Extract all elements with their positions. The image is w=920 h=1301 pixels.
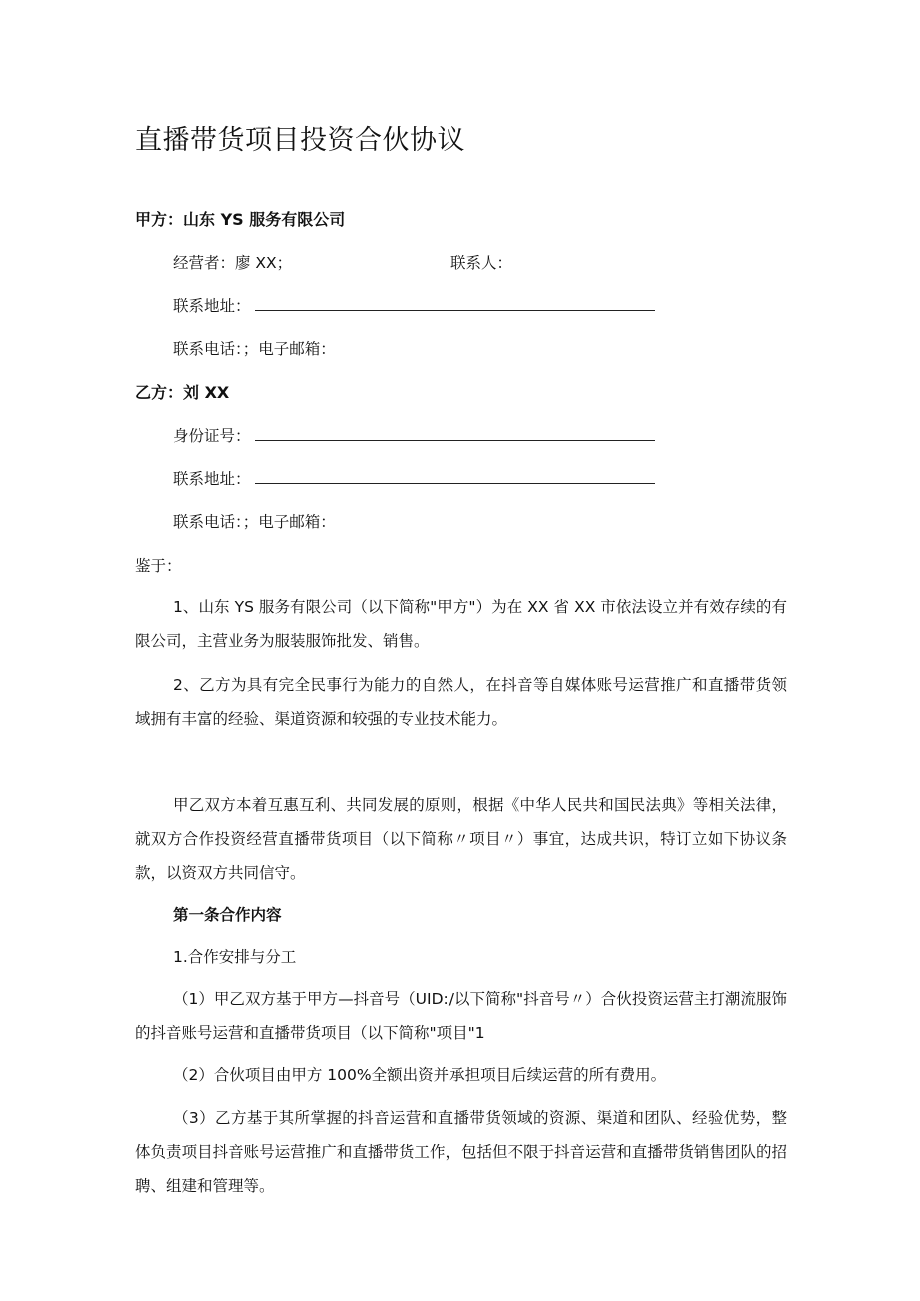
article-1-title: 第一条合作内容 (173, 906, 282, 924)
party-a-contact-person: 联系人： (450, 254, 513, 272)
clause-2: （2）合伙项目由甲方 100%全额出资并承担项目后续运营的所有费用。 (173, 1066, 667, 1084)
recital-1: 1、山东 YS 服务有限公司（以下简称"甲方"）为在 XX 省 XX 市依法设立并有效存续的有限公司，主营业务为服装服饰批发、销售。 (135, 598, 787, 650)
party-b-id-label: 身份证号： (173, 427, 251, 445)
clause-1: （1）甲乙双方基于甲方—抖音号（UID:/以下简称"抖音号〃）合伙投资运营主打潮流服饰的抖音账号运营和直播带货项目（以下简称"项目"1 (135, 990, 787, 1042)
party-a-operator: 经营者：廖 XX； (173, 254, 293, 272)
recital-2: 2、乙方为具有完全民事行为能力的自然人，在抖音等自媒体账号运营推广和直播带货领域拥有丰富的经验、渠道资源和较强的专业技术能力。 (135, 676, 787, 728)
party-b-id-blank (255, 426, 655, 441)
party-a-phone-email: 联系电话：；电子邮箱： (173, 340, 336, 358)
whereas-label: 鉴于： (135, 557, 182, 575)
clause-3: （3）乙方基于其所掌握的抖音运营和直播带货领域的资源、渠道和团队、经验优势，整体负责项目抖音账号运营推广和直播带货工作，包括但不限于抖音运营和直播带货销售团队的招聘、组建和管理等。 (135, 1109, 787, 1195)
party-a-address-label: 联系地址： (173, 297, 251, 315)
party-b-id-row (173, 424, 655, 446)
section-1-title: 1.合作安排与分工 (173, 948, 297, 966)
party-a-address-blank (255, 296, 655, 311)
party-a-label: 甲方：山东 YS 服务有限公司 (135, 210, 346, 229)
preamble-paragraph: 甲乙双方本着互惠互利、共同发展的原则，根据《中华人民共和国民法典》等相关法律，就双方合作投资经营直播带货项目（以下简称〃项目〃）事宜，达成共识，特订立如下协议条款，以资双方共同信守。 (135, 796, 787, 882)
party-b-address-row (173, 467, 655, 489)
party-a-address-row (173, 294, 655, 316)
party-b-phone-email: 联系电话：；电子邮箱： (173, 513, 336, 531)
party-b-label: 乙方：刘 XX (135, 383, 230, 402)
party-b-address-blank (255, 469, 655, 484)
party-b-address-label: 联系地址： (173, 470, 251, 488)
document-title: 直播带货项目投资合伙协议 (135, 125, 465, 156)
